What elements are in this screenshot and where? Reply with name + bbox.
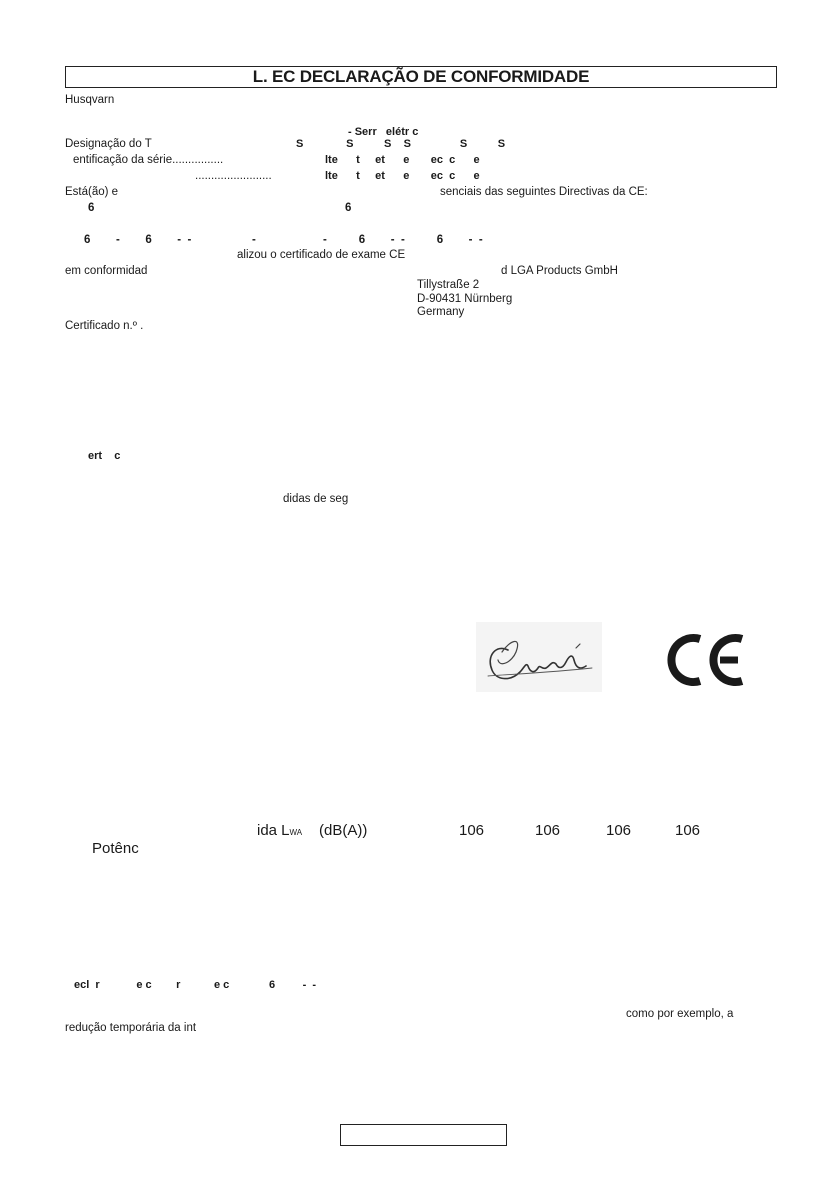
address-country: Germany bbox=[417, 306, 465, 318]
conformity-text: em conformidad bbox=[65, 265, 148, 277]
dotted-value: lte t et e ec c e bbox=[325, 170, 480, 182]
sound-value-3: 106 bbox=[606, 822, 632, 839]
certificate-number-label: Certificado n.º . bbox=[65, 320, 144, 332]
page-title: L. EC DECLARAÇÃO DE CONFORMIDADE bbox=[252, 67, 590, 86]
sound-value-4: 106 bbox=[675, 822, 701, 839]
type-designation-values: S S S S S S bbox=[296, 138, 506, 150]
sound-power-label: ida LWA bbox=[257, 822, 303, 839]
sound-value-1: 106 bbox=[459, 822, 485, 839]
product-type-text: - Serr elétr c bbox=[348, 126, 419, 138]
series-identification-value: lte t et e ec c e bbox=[325, 154, 480, 166]
directive-number-1: 6 bbox=[88, 202, 95, 214]
power-label: Potênc bbox=[92, 840, 139, 857]
sound-value-2: 106 bbox=[535, 822, 561, 839]
address-street: Tillystraße 2 bbox=[417, 279, 480, 291]
manufacturer-text: Husqvarn bbox=[65, 94, 115, 106]
directive-list: 6 - 6 - - - - 6 - - 6 - - bbox=[84, 234, 483, 246]
directive-number-2: 6 bbox=[345, 202, 352, 214]
footer-box bbox=[340, 1124, 507, 1146]
series-identification-label: entificação da série................ bbox=[73, 154, 224, 166]
certification-text: ert c bbox=[88, 450, 121, 462]
compliance-label: Está(ão) e bbox=[65, 186, 119, 198]
sound-power-unit: (dB(A)) bbox=[319, 822, 368, 839]
certificate-exam-text: alizou o certificado de exame CE bbox=[237, 249, 406, 261]
example-text: como por exemplo, a bbox=[626, 1008, 734, 1020]
signature-image bbox=[476, 622, 602, 692]
dotted-label: ........................ bbox=[195, 170, 272, 182]
safety-measures-text: didas de seg bbox=[283, 493, 349, 505]
notified-body-name: d LGA Products GmbH bbox=[501, 265, 618, 277]
title-box bbox=[65, 66, 777, 88]
address-city: D-90431 Nürnberg bbox=[417, 293, 513, 305]
type-designation-label: Designação do T bbox=[65, 138, 152, 150]
directives-text: senciais das seguintes Directivas da CE: bbox=[440, 186, 648, 198]
declaration-text: ecl r e c r e c 6 - - bbox=[74, 979, 317, 991]
reduction-text: redução temporária da int bbox=[65, 1022, 197, 1034]
ce-mark-icon bbox=[664, 632, 744, 688]
